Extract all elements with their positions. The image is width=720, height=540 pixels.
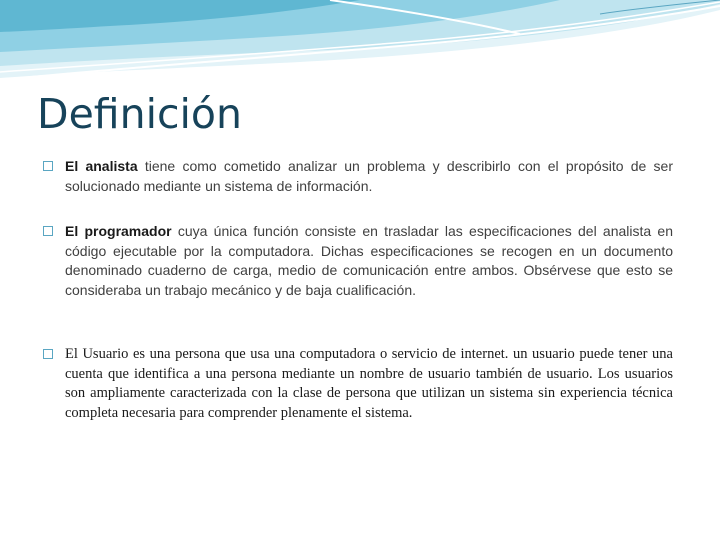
bullet-marker-icon [43, 349, 53, 359]
bullet-lead: El analista [65, 158, 138, 174]
header-wave-decoration [0, 0, 720, 90]
bullet-lead: El programador [65, 223, 172, 239]
bullet-programador [43, 222, 673, 300]
slide-title: Definición [37, 90, 242, 138]
bullet-text: cuya única función consiste en trasladar las especificaciones del analista en código ejecutable por la computadora. Dichas especificaciones se recogen en un documento denominado cuaderno de carga, medio de comunicación entre ambos. Obsérvese que esto se consideraba un trabajo mecánico y de baja cualificación. [65, 223, 673, 298]
bullet-marker-icon [43, 226, 53, 236]
bullet-usuario [43, 345, 673, 423]
bullet-analista [43, 157, 673, 196]
bullet-text: tiene como cometido analizar un problema y describirlo con el propósito de ser solucionado mediante un sistema de información. [65, 158, 673, 194]
bullet-marker-icon [43, 161, 53, 171]
bullet-text: El Usuario es una persona que usa una computadora o servicio de internet. un usuario puede tener una cuenta que identifica a una persona mediante un nombre de usuario también de usuario. Los usuarios son ampliamente caracterizada con la clase de persona que utilizan un sistema sin experiencia técnica completa necesaria para comprender plenamente el sistema. [65, 346, 673, 421]
